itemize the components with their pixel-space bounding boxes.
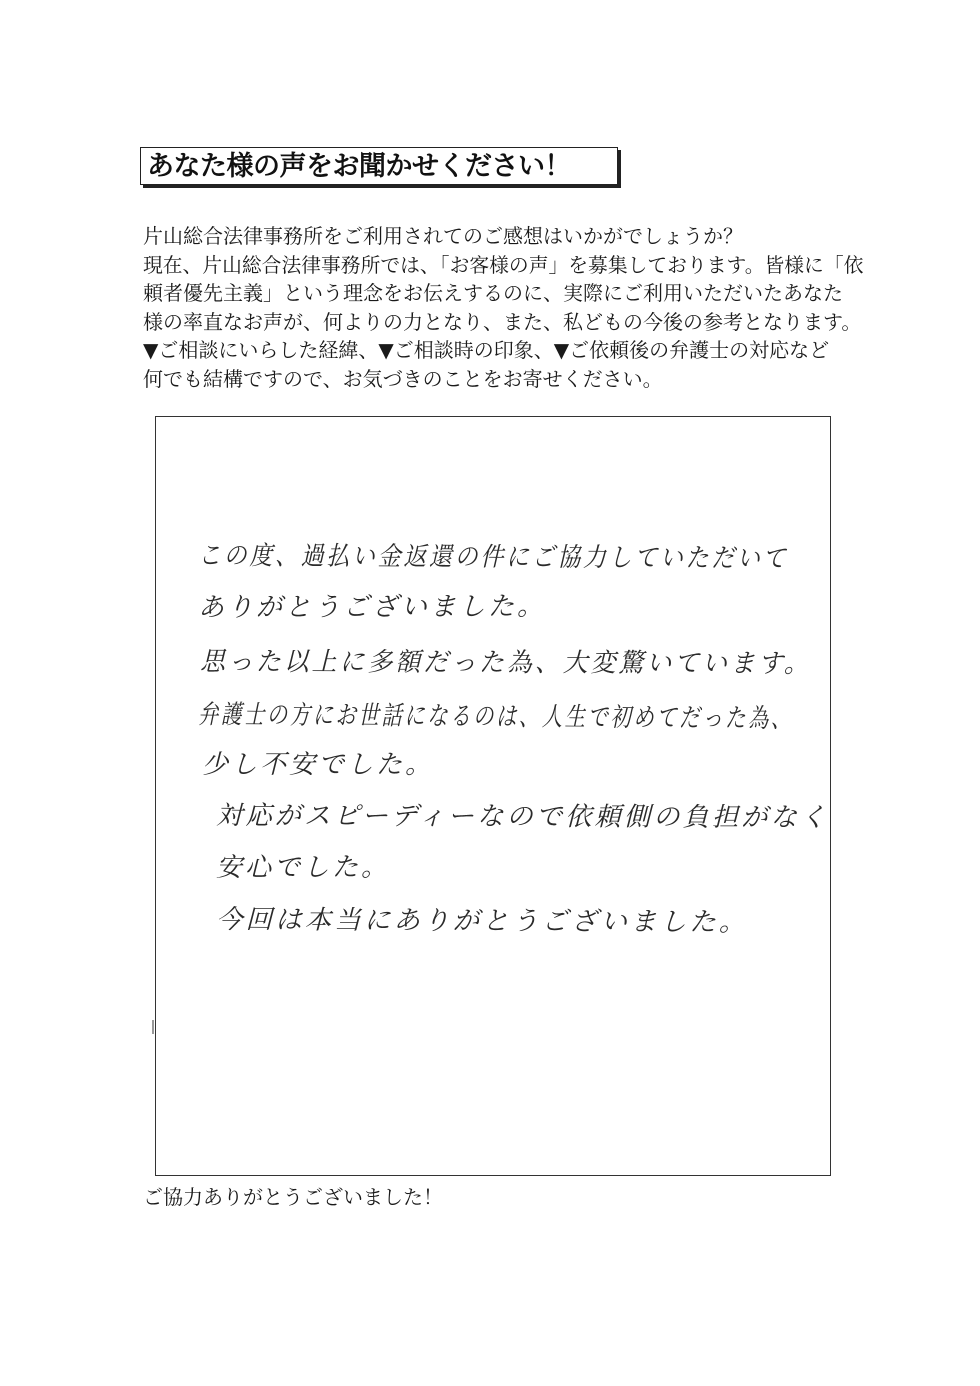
handwritten-message [156,417,830,1175]
intro-line: 片山総合法律事務所をご利用されてのご感想はいかがでしょうか？ [143,224,743,248]
title-box [140,147,618,185]
intro-line: ▼ご相談にいらした経緯、▼ご相談時の印象、▼ご依頼後の弁護士の対応など [143,338,830,363]
scan-artifact [152,1020,154,1034]
intro-paragraph [143,222,863,394]
handwritten-line: 安心でした。 [215,852,391,883]
handwritten-line: 弁護士の方にお世話になるのは、人生で初めてだった為、 [197,700,794,735]
intro-line: 頼者優先主義」という理念をお伝えするのに、実際にご利用いただいたあなた [143,281,843,306]
handwritten-line: この度、過払い金返還の件にご協力していただいて [197,541,789,575]
page-title: あなた様の声をお聞かせください！ [147,150,571,182]
handwritten-line: 対応がスピーディーなので依頼側の負担がなく [215,801,830,834]
handwritten-line: 思った以上に多額だった為、大変驚いています。 [199,647,812,680]
handwritten-letter-box [155,416,831,1176]
handwritten-line: 今回は本当にありがとうございました。 [215,905,749,938]
handwritten-line: 少し不安でした。 [202,750,435,780]
intro-line: 現在、片山総合法律事務所では、「お客様の声」を募集しております。皆様に「依 [143,252,864,277]
handwritten-line: ありがとうございました。 [197,591,547,623]
thank-you-footer: ご協力ありがとうございました！ [143,1185,443,1209]
intro-line: 様の率直なお声が、何よりの力となり、また、私どもの今後の参考となります。 [143,309,862,334]
intro-line: 何でも結構ですので、お気づきのことをお寄せください。 [143,366,663,391]
